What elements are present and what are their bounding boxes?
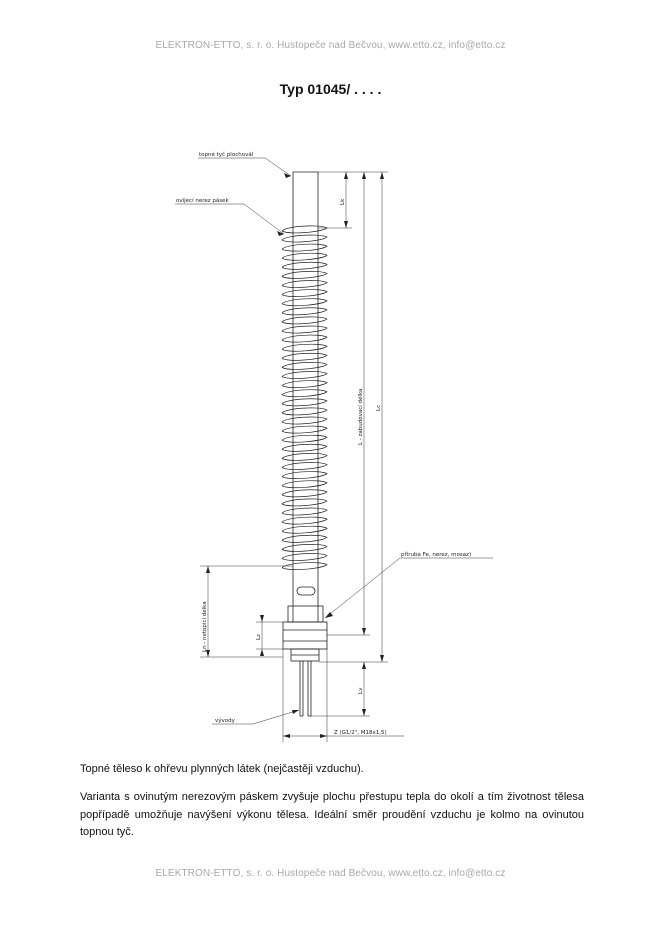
label-flange: příruba Fe, nerez, mosaz) (401, 552, 472, 558)
page-header: ELEKTRON-ETTO, s. r. o. Hustopeče nad Bečvou, www.etto.cz, info@etto.cz (155, 40, 506, 51)
fin-turn (282, 426, 327, 433)
description-paragraph: Varianta s ovinutým nerezovým páskem zvyšuje plochu přestupu tepla do okolí a tím životnost tělesa popřípadě umožňuje navýšení výkonu tělesa. Ideální směr proudění vzduchu je kolmo na ovinutou topnou tyč. (80, 791, 584, 838)
fin-turn (282, 390, 327, 397)
fin-spiral (282, 226, 327, 570)
dimension-lz: Lz (256, 634, 262, 640)
fin-turn (282, 453, 327, 460)
fin-turn (282, 408, 327, 415)
dimension-thread: Z (G1/2", M18x1,5) (334, 730, 387, 736)
fin-turn (282, 244, 327, 251)
fin-turn (282, 490, 327, 497)
fin-turn (282, 308, 327, 315)
dimension-lc: Lc (376, 404, 382, 411)
intro-paragraph: Topné těleso k ohřevu plynných látek (nejčastěji vzduchu). (80, 763, 364, 775)
fin-turn (282, 444, 327, 451)
fin-turn (282, 317, 327, 324)
fin-turn (282, 290, 327, 297)
fin-turn (282, 472, 327, 479)
fin-turn (282, 517, 327, 524)
fin-turn (282, 353, 327, 360)
label-heating-rod: topné tyč plochovál (199, 152, 254, 158)
dimension-lk: Lk (340, 198, 346, 205)
fin-turn (282, 417, 327, 424)
label-wrapping-tape: ovíjecí nerez pásek (176, 198, 229, 204)
fin-turn (282, 526, 327, 533)
fin-turn (282, 271, 327, 278)
dimension-l-install: L - zabudovací délka (358, 388, 364, 445)
fin-turn (282, 344, 327, 351)
label-outlets: vývody (215, 718, 235, 724)
fin-turn (282, 226, 327, 233)
dimension-lv: Lv (358, 687, 364, 694)
fin-turn (282, 262, 327, 269)
fin-turn (282, 544, 327, 551)
fin-turn (282, 299, 327, 306)
fin-turn (282, 508, 327, 515)
dimension-ln: Ln - netopící délka (202, 601, 208, 652)
fin-turn (282, 235, 327, 242)
fin-turn (282, 462, 327, 469)
page-footer: ELEKTRON-ETTO, s. r. o. Hustopeče nad Bečvou, www.etto.cz, info@etto.cz (155, 868, 506, 879)
fin-turn (282, 535, 327, 542)
fin-turn (282, 399, 327, 406)
fin-turn (282, 553, 327, 560)
fin-turn (282, 435, 327, 442)
fin-turn (282, 326, 327, 333)
fin-turn (282, 253, 327, 260)
fin-turn (282, 280, 327, 287)
fin-turn (282, 481, 327, 488)
page-title: Typ 01045/ . . . . (279, 81, 382, 97)
fin-turn (282, 371, 327, 378)
fin-turn (282, 381, 327, 388)
fin-turn (282, 335, 327, 342)
fin-turn (282, 362, 327, 369)
fin-turn (282, 499, 327, 506)
